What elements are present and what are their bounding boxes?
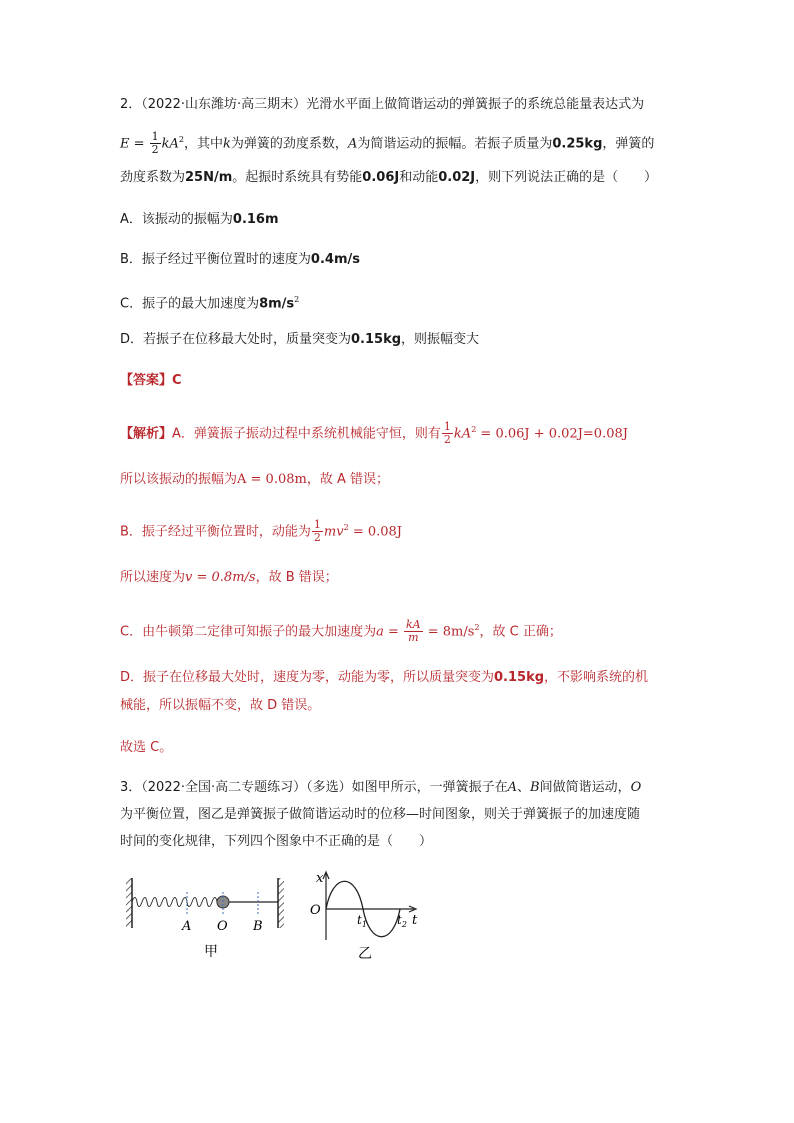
- q2-analysis-d-2: 械能，所以振幅不变，故 D 错误。: [120, 698, 321, 713]
- q2-stem-line-2: E = $\frac{1}{2}$ $kA^2$，其中k为弹簧的劲度系数，A为简谐运动的振幅。若振子质量为0.25kg，弹簧的: [120, 130, 655, 157]
- fraction-half: $\frac{1}{2}$: [151, 130, 159, 157]
- right-wall-hatch: [278, 878, 284, 928]
- left-wall-hatch: [126, 878, 132, 928]
- spring: [132, 898, 225, 907]
- caption-jia: 甲: [204, 944, 218, 960]
- q2-answer: 【答案】C: [120, 373, 182, 388]
- figure-yi: [310, 871, 418, 962]
- q2-option-b: B．振子经过平衡位置时的速度为0.4m/s: [120, 252, 360, 267]
- q2-stem-line-1: 2．（2022·山东潍坊·高三期末）光滑水平面上做简谐运动的弹簧振子的系统总能量表达式为: [120, 97, 645, 112]
- t1-label: $t_1$: [357, 913, 367, 929]
- q3-stem-line-1: 3．（2022·全国·高二专题练习）（多选）如图甲所示，一弹簧振子在A、B间做简谐运动，O: [120, 780, 642, 795]
- label-o: O: [217, 919, 228, 934]
- q2-option-c: C．振子的最大加速度为$8m/s^2$: [120, 295, 300, 312]
- figure-jia: [126, 878, 284, 960]
- q2-analysis-d-1: D．振子在位移最大处时，速度为零，动能为零，所以质量突变为0.15kg，不影响系统的机: [120, 670, 649, 685]
- q2-option-a: A．该振动的振幅为0.16m: [120, 212, 279, 227]
- q2-analysis-a-1: 【解析】A．弹簧振子振动过程中系统机械能守恒，则有 $\frac{1}{2}$ $kA^2 = 0.06J + 0.02J=0.08J$: [120, 420, 628, 447]
- q3-stem-line-3: 时间的变化规律，下列四个图象中不正确的是（ ）: [120, 834, 433, 849]
- q2-conclusion: 故选 C。: [120, 740, 173, 755]
- q2-stem-line-3: 劲度系数为25N/m。起振时系统具有势能0.06J和动能0.02J，则下列说法正确的是（ ）: [120, 170, 658, 185]
- q3-stem-line-2: 为平衡位置，图乙是弹簧振子做简谐运动时的位移—时间图象，则关于弹簧振子的加速度随: [120, 807, 641, 822]
- spring-oscillator-figure: [120, 868, 430, 968]
- q2-analysis-b-1: B．振子经过平衡位置时，动能为 $\frac{1}{2}$ $mv^2 = 0.08J$: [120, 518, 403, 545]
- axis-x-label: x: [316, 871, 324, 886]
- q2-analysis-c: C．由牛顿第二定律可知振子的最大加速度为a = $\frac{kA}{m}$ = $8m/s^2$，故 C 正确；: [120, 618, 562, 645]
- q2-analysis-b-2: 所以速度为v = 0.8m/s，故 B 错误；: [120, 570, 338, 585]
- label-b: B: [253, 919, 263, 934]
- caption-yi: 乙: [358, 946, 372, 962]
- q2-option-d: D．若振子在位移最大处时，质量突变为0.15kg，则振幅变大: [120, 332, 480, 347]
- origin-label: O: [310, 903, 321, 918]
- label-a: A: [182, 919, 192, 934]
- axis-t-label: t: [412, 913, 418, 928]
- t2-label: $t_2$: [397, 913, 407, 929]
- q2-analysis-a-2: 所以该振动的振幅为A = 0.08m，故 A 错误；: [120, 472, 390, 487]
